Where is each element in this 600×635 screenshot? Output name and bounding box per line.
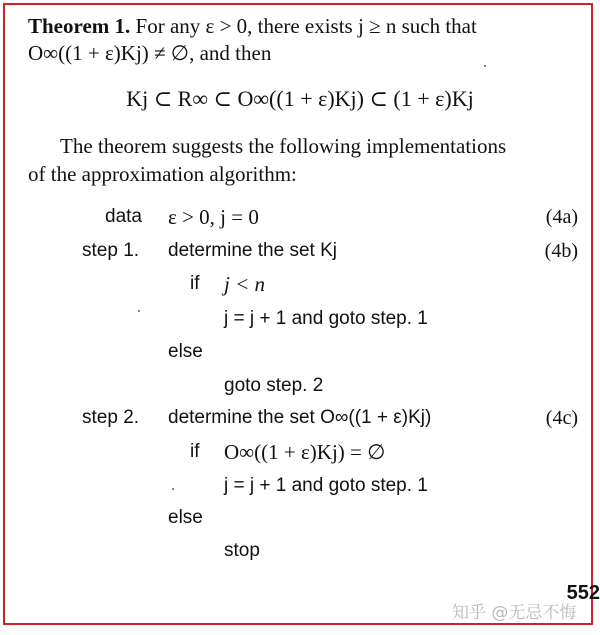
display-equation-text: Kj ⊂ R∞ ⊂ O∞((1 + ε)Kj) ⊂ (1 + ε)Kj — [126, 86, 474, 111]
then1-text: j = j + 1 and goto step. 1 — [224, 308, 428, 329]
display-equation — [0, 86, 600, 112]
data-label: data — [105, 206, 142, 227]
paragraph-line-1 — [60, 134, 506, 159]
data-expression: ε > 0, j = 0 — [168, 205, 259, 229]
theorem-heading: Theorem 1. — [28, 14, 131, 38]
if1-condition: j < n — [224, 272, 266, 296]
paragraph-text-1: The theorem suggests the following implementations — [60, 134, 507, 158]
paragraph-line-2 — [28, 162, 297, 187]
if1-keyword: if — [190, 273, 200, 294]
step1-label: step 1. — [82, 240, 140, 261]
scan-speck — [138, 310, 140, 312]
if2-keyword: if — [190, 441, 200, 462]
step2-text: determine the set O∞((1 + ε)Kj) — [168, 407, 432, 428]
equation-number-4a: (4a) — [545, 206, 578, 228]
equation-number-4b: (4b) — [544, 240, 578, 262]
theorem-line-2 — [28, 41, 271, 66]
else1-text: goto step. 2 — [224, 375, 324, 396]
then2-text: j = j + 1 and goto step. 1 — [224, 475, 428, 496]
if2-condition: O∞((1 + ε)Kj) = ∅ — [224, 440, 386, 464]
step1-text: determine the set Kj — [168, 240, 337, 261]
else1-keyword: else — [168, 341, 203, 362]
page-number: 552 — [566, 582, 600, 604]
equation-number-4c: (4c) — [545, 407, 578, 429]
else2-text: stop — [224, 540, 260, 561]
theorem-text-2: O∞((1 + ε)Kj) ≠ ∅, and then — [28, 41, 272, 65]
paragraph-text-2: of the approximation algorithm: — [28, 162, 297, 186]
theorem-text-1: For any ε > 0, there exists j ≥ n such that — [135, 14, 477, 38]
scan-speck — [484, 65, 486, 67]
scan-speck — [172, 488, 174, 490]
else2-keyword: else — [168, 507, 203, 528]
theorem-line-1 — [28, 14, 477, 39]
watermark: 知乎 @无忌不悔 — [452, 603, 577, 623]
step2-label: step 2. — [82, 407, 140, 428]
